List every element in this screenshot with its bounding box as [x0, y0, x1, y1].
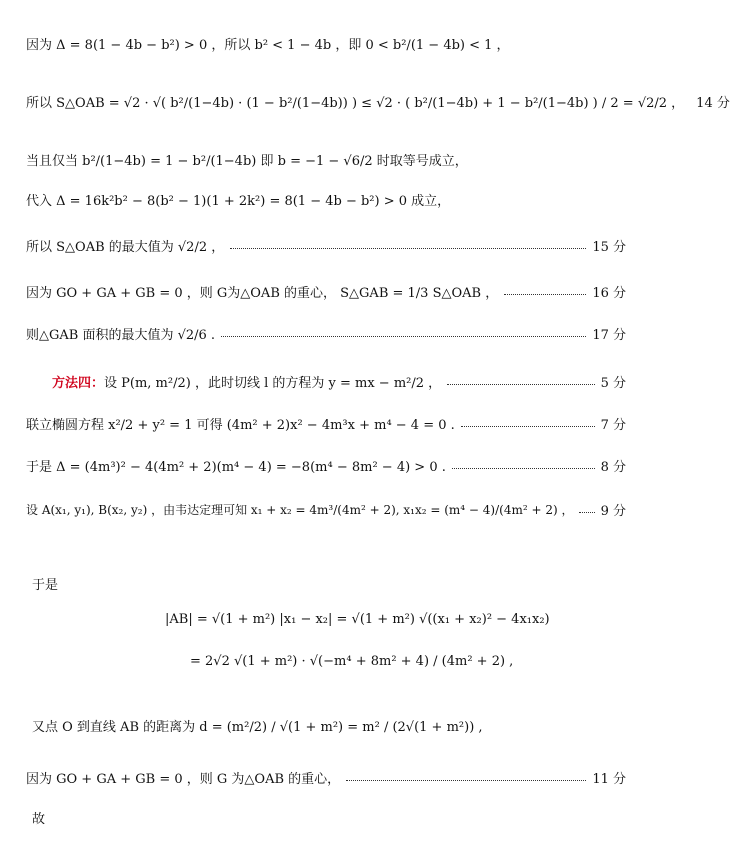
text-line-3 [26, 150, 626, 169]
text-line-17 [32, 808, 632, 827]
line-2-text: 所以 S△OAB = √2 · √( b²/(1−4b) · (1 − b²/(1−4b)) ) ≤ √2 · ( b²/(1−4b) + 1 − b²/(1−4b) ) / 2 = √2/2 ， [26, 96, 685, 111]
formula-ab-length-2 [190, 654, 620, 669]
score-14: 14 分 [696, 96, 730, 111]
dotted-leader [221, 336, 586, 337]
text-line-16 [26, 768, 626, 787]
text-line-15 [32, 716, 626, 735]
score-9: 9 分 [600, 504, 626, 519]
text-line-8 [52, 372, 626, 391]
line-7-text: 则△GAB 面积的最大值为 √2/6 . [26, 328, 216, 343]
text-line-7 [26, 324, 626, 343]
dotted-leader [504, 294, 586, 295]
line-16-text: 因为 GO + GA + GB = 0 ，则 G 为△OAB 的重心， [26, 772, 341, 787]
score-17: 17 分 [592, 328, 626, 343]
line-8-text: 设 P(m, m²/2) ，此时切线 l 的方程为 y = mx − m²/2 ， [104, 376, 442, 391]
dotted-leader [579, 512, 594, 513]
line-12-text: 于是 [32, 578, 59, 593]
text-line-12 [32, 574, 632, 593]
line-17-text: 故 [32, 812, 46, 827]
score-7: 7 分 [600, 418, 626, 433]
line-6-text: 因为 GO + GA + GB = 0 ，则 G为△OAB 的重心， S△GAB = 1/3 S△OAB ， [26, 286, 499, 301]
score-8: 8 分 [600, 460, 626, 475]
text-line-5 [26, 236, 626, 255]
dotted-leader [461, 426, 595, 427]
line-9-text: 联立椭圆方程 x²/2 + y² = 1 可得 (4m² + 2)x² − 4m³x + m⁴ − 4 = 0 . [26, 418, 455, 433]
score-5: 5 分 [600, 376, 626, 391]
score-15: 15 分 [592, 240, 626, 255]
line-13-text: |AB| = √(1 + m²) |x₁ − x₂| = √(1 + m²) √((x₁ + x₂)² − 4x₁x₂) [165, 612, 550, 627]
line-3-text: 当且仅当 b²/(1−4b) = 1 − b²/(1−4b) 即 b = −1 − √6/2 时取等号成立， [26, 154, 468, 169]
line-4-text: 代入 Δ = 16k²b² − 8(b² − 1)(1 + 2k²) = 8(1 − 4b − b²) > 0 成立， [26, 194, 451, 209]
text-line-1 [26, 34, 626, 53]
dotted-leader [452, 468, 595, 469]
line-14-text: = 2√2 √(1 + m²) · √(−m⁴ + 8m² + 4) / (4m² + 2) , [190, 654, 514, 669]
text-line-10 [26, 456, 626, 475]
line-1-text: 因为 Δ = 8(1 − 4b − b²) > 0 ，所以 b² < 1 − 4b ，即 0 < b²/(1 − 4b) < 1 ， [26, 38, 510, 53]
dotted-leader [230, 248, 586, 249]
dotted-leader [447, 384, 594, 385]
text-line-11 [26, 500, 626, 519]
text-line-4 [26, 190, 626, 209]
text-line-2 [26, 92, 730, 111]
score-11: 11 分 [592, 772, 626, 787]
text-line-6 [26, 282, 626, 301]
method-four-label: 方法四： [52, 376, 105, 391]
line-11-text: 设 A(x₁, y₁), B(x₂, y₂) ，由韦达定理可知 x₁ + x₂ = 4m³/(4m² + 2), x₁x₂ = (m⁴ − 4)/(4m² + 2) ， [26, 503, 574, 517]
line-15-text: 又点 O 到直线 AB 的距离为 d = (m²/2) / √(1 + m²) = m² / (2√(1 + m²)) , [32, 720, 483, 735]
score-16: 16 分 [592, 286, 626, 301]
dotted-leader [346, 780, 586, 781]
formula-ab-length [165, 612, 625, 627]
line-10-text: 于是 Δ = (4m³)² − 4(4m² + 2)(m⁴ − 4) = −8(m⁴ − 8m² − 4) > 0 . [26, 460, 446, 475]
text-line-9 [26, 414, 626, 433]
line-5-text: 所以 S△OAB 的最大值为 √2/2 ， [26, 240, 225, 255]
